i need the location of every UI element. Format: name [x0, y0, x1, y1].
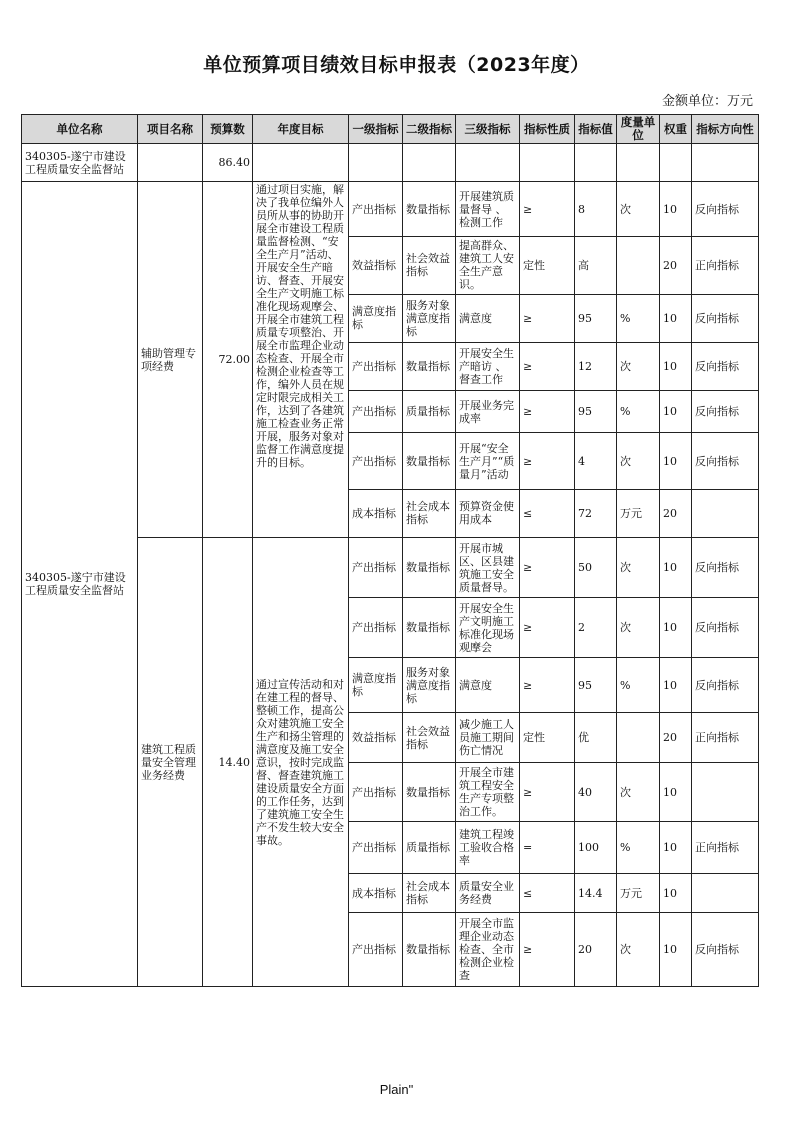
level1-indicator: 满意度指标 — [349, 658, 403, 713]
level3-indicator: 减少施工人员施工期间伤亡情况 — [456, 713, 520, 763]
col-header: 预算数 — [203, 115, 253, 144]
weight: 10 — [660, 294, 692, 342]
level3-indicator: 开展全市建筑工程安全生产专项整治工作。 — [456, 763, 520, 822]
direction: 反向指标 — [692, 538, 759, 598]
measure-unit: 次 — [617, 433, 660, 489]
indicator-value: 优 — [575, 713, 617, 763]
page-title: 单位预算项目绩效目标申报表（2023年度） — [203, 54, 590, 76]
level3-indicator: 满意度 — [456, 658, 520, 713]
measure-unit: 万元 — [617, 874, 660, 913]
indicator-nature: ≥ — [520, 294, 575, 342]
direction: 正向指标 — [692, 822, 759, 874]
direction: 反向指标 — [692, 658, 759, 713]
measure-unit: 万元 — [617, 489, 660, 537]
level2-indicator: 数量指标 — [403, 538, 456, 598]
level1-indicator: 产出指标 — [349, 913, 403, 987]
measure-unit: % — [617, 658, 660, 713]
level1-indicator: 效益指标 — [349, 237, 403, 294]
level3-indicator: 提高群众、建筑工人安全生产意识。 — [456, 237, 520, 294]
indicator-value: 2 — [575, 598, 617, 658]
measure-unit — [617, 713, 660, 763]
measure-unit — [617, 237, 660, 294]
indicator-value: 95 — [575, 391, 617, 433]
col-header: 二级指标 — [403, 115, 456, 144]
indicator-value: 100 — [575, 822, 617, 874]
indicator-value: 72 — [575, 489, 617, 537]
weight: 20 — [660, 237, 692, 294]
indicator-value: 高 — [575, 237, 617, 294]
header-row — [22, 115, 759, 144]
indicator-nature: = — [520, 822, 575, 874]
level2-indicator: 数量指标 — [403, 598, 456, 658]
level3-indicator: 开展全市监理企业动态检查、全市检测企业检查 — [456, 913, 520, 987]
direction: 反向指标 — [692, 342, 759, 390]
level1-indicator: 效益指标 — [349, 713, 403, 763]
level2-indicator: 质量指标 — [403, 822, 456, 874]
level2-indicator: 社会成本指标 — [403, 489, 456, 537]
weight: 10 — [660, 658, 692, 713]
level2-indicator: 服务对象满意度指标 — [403, 658, 456, 713]
level1-indicator: 产出指标 — [349, 391, 403, 433]
weight: 10 — [660, 763, 692, 822]
level2-indicator: 社会效益指标 — [403, 713, 456, 763]
indicator-value: 8 — [575, 182, 617, 237]
col-header: 单位名称 — [22, 115, 138, 144]
level1-indicator: 产出指标 — [349, 342, 403, 390]
level1-indicator: 满意度指标 — [349, 294, 403, 342]
table-row — [22, 182, 759, 237]
indicator-value: 50 — [575, 538, 617, 598]
col-header: 指标值 — [575, 115, 617, 144]
project-goal-text: 通过项目实施，解决了我单位编外人员所从事的协助开展全市建设工程质量监督检测、“安全生产月”活动、开展安全生产暗访、督查、开展安全生产文明施工标准化现场观摩会、开展全市建筑工程质量专项整治、开展全市监理企业动态检查、开展全市检测企业检查等工作，编外人员在规定时限完成相关工作，达到了各建筑施工检查业务正常开展，服务对象对监督工作满意度提升的目标。 — [256, 183, 344, 469]
indicator-nature: ≥ — [520, 391, 575, 433]
col-header: 年度目标 — [253, 115, 349, 144]
indicator-nature: ≥ — [520, 763, 575, 822]
project-name: 辅助管理专项经费 — [138, 182, 203, 538]
level3-indicator: 开展安全生产暗访 、督查工作 — [456, 342, 520, 390]
level2-indicator: 数量指标 — [403, 913, 456, 987]
indicator-value: 95 — [575, 294, 617, 342]
direction — [692, 489, 759, 537]
level3-indicator: 开展“安全生产月”“质量月”活动 — [456, 433, 520, 489]
direction: 反向指标 — [692, 182, 759, 237]
measure-unit: 次 — [617, 538, 660, 598]
page-footer: Plain" — [379, 1082, 414, 1097]
indicator-value: 4 — [575, 433, 617, 489]
project-name: 建筑工程质量安全管理业务经费 — [138, 538, 203, 987]
direction: 反向指标 — [692, 391, 759, 433]
project-goal — [253, 182, 349, 538]
level3-indicator: 开展建筑质量督导 、检测工作 — [456, 182, 520, 237]
unit-name-cell: 340305-遂宁市建设工程质量安全监督站 — [22, 182, 138, 987]
indicator-nature: 定性 — [520, 713, 575, 763]
weight: 10 — [660, 874, 692, 913]
indicator-nature: ≥ — [520, 538, 575, 598]
level1-indicator: 产出指标 — [349, 433, 403, 489]
measure-unit: 次 — [617, 342, 660, 390]
weight: 10 — [660, 913, 692, 987]
direction: 反向指标 — [692, 913, 759, 987]
amount-unit-label: 金额单位：万元 — [661, 94, 753, 109]
summary-unit-name: 340305-遂宁市建设工程质量安全监督站 — [22, 144, 138, 182]
direction: 反向指标 — [692, 598, 759, 658]
level3-indicator: 满意度 — [456, 294, 520, 342]
direction: 反向指标 — [692, 294, 759, 342]
indicator-nature: ≥ — [520, 433, 575, 489]
level3-indicator: 开展市城区、区县建筑施工安全质量督导。 — [456, 538, 520, 598]
indicator-nature: ≤ — [520, 874, 575, 913]
weight: 10 — [660, 598, 692, 658]
level1-indicator: 产出指标 — [349, 538, 403, 598]
direction: 正向指标 — [692, 237, 759, 294]
level3-indicator: 预算资金使用成本 — [456, 489, 520, 537]
indicator-value: 14.4 — [575, 874, 617, 913]
col-header: 度量单位 — [617, 115, 660, 144]
level1-indicator: 产出指标 — [349, 822, 403, 874]
level2-indicator: 数量指标 — [403, 342, 456, 390]
level1-indicator: 成本指标 — [349, 489, 403, 537]
indicator-nature: ≥ — [520, 658, 575, 713]
weight: 20 — [660, 489, 692, 537]
col-header: 一级指标 — [349, 115, 403, 144]
level1-indicator: 成本指标 — [349, 874, 403, 913]
project-goal: 通过宣传活动和对在建工程的督导、整顿工作，提高公众对建筑施工安全生产和扬尘管理的满意度及施工安全意识，按时完成监督、督查建筑施工建设质量安全方面的工作任务，达到了建筑施工安全生产不发生较大安全事故。 — [253, 538, 349, 987]
performance-target-table — [21, 114, 759, 987]
weight: 10 — [660, 822, 692, 874]
indicator-nature: ≥ — [520, 182, 575, 237]
indicator-value: 40 — [575, 763, 617, 822]
col-header: 三级指标 — [456, 115, 520, 144]
col-header: 指标方向性 — [692, 115, 759, 144]
project-budget: 72.00 — [203, 182, 253, 538]
indicator-value: 20 — [575, 913, 617, 987]
measure-unit: 次 — [617, 598, 660, 658]
project-budget: 14.40 — [203, 538, 253, 987]
weight: 10 — [660, 182, 692, 237]
indicator-nature: 定性 — [520, 237, 575, 294]
measure-unit: 次 — [617, 763, 660, 822]
level1-indicator: 产出指标 — [349, 598, 403, 658]
col-header: 项目名称 — [138, 115, 203, 144]
indicator-value: 95 — [575, 658, 617, 713]
direction — [692, 874, 759, 913]
level2-indicator: 社会成本指标 — [403, 874, 456, 913]
level1-indicator: 产出指标 — [349, 763, 403, 822]
weight: 10 — [660, 433, 692, 489]
weight: 10 — [660, 391, 692, 433]
measure-unit: % — [617, 822, 660, 874]
measure-unit: 次 — [617, 182, 660, 237]
indicator-nature: ≤ — [520, 489, 575, 537]
indicator-value: 12 — [575, 342, 617, 390]
level2-indicator: 社会效益指标 — [403, 237, 456, 294]
indicator-nature: ≥ — [520, 913, 575, 987]
summary-budget: 86.40 — [203, 144, 253, 182]
level2-indicator: 服务对象满意度指标 — [403, 294, 456, 342]
direction — [692, 763, 759, 822]
level3-indicator: 开展安全生产文明施工标准化现场观摩会 — [456, 598, 520, 658]
col-header: 指标性质 — [520, 115, 575, 144]
level3-indicator: 建筑工程竣工验收合格率 — [456, 822, 520, 874]
col-header: 权重 — [660, 115, 692, 144]
level3-indicator: 开展业务完成率 — [456, 391, 520, 433]
indicator-nature: ≥ — [520, 598, 575, 658]
level2-indicator: 数量指标 — [403, 182, 456, 237]
indicator-nature: ≥ — [520, 342, 575, 390]
weight: 20 — [660, 713, 692, 763]
summary-row — [22, 144, 759, 182]
measure-unit: % — [617, 391, 660, 433]
level2-indicator: 数量指标 — [403, 763, 456, 822]
level2-indicator: 数量指标 — [403, 433, 456, 489]
direction: 反向指标 — [692, 433, 759, 489]
weight: 10 — [660, 342, 692, 390]
measure-unit: 次 — [617, 913, 660, 987]
direction: 正向指标 — [692, 713, 759, 763]
measure-unit: % — [617, 294, 660, 342]
level2-indicator: 质量指标 — [403, 391, 456, 433]
level1-indicator: 产出指标 — [349, 182, 403, 237]
level3-indicator: 质量安全业务经费 — [456, 874, 520, 913]
weight: 10 — [660, 538, 692, 598]
